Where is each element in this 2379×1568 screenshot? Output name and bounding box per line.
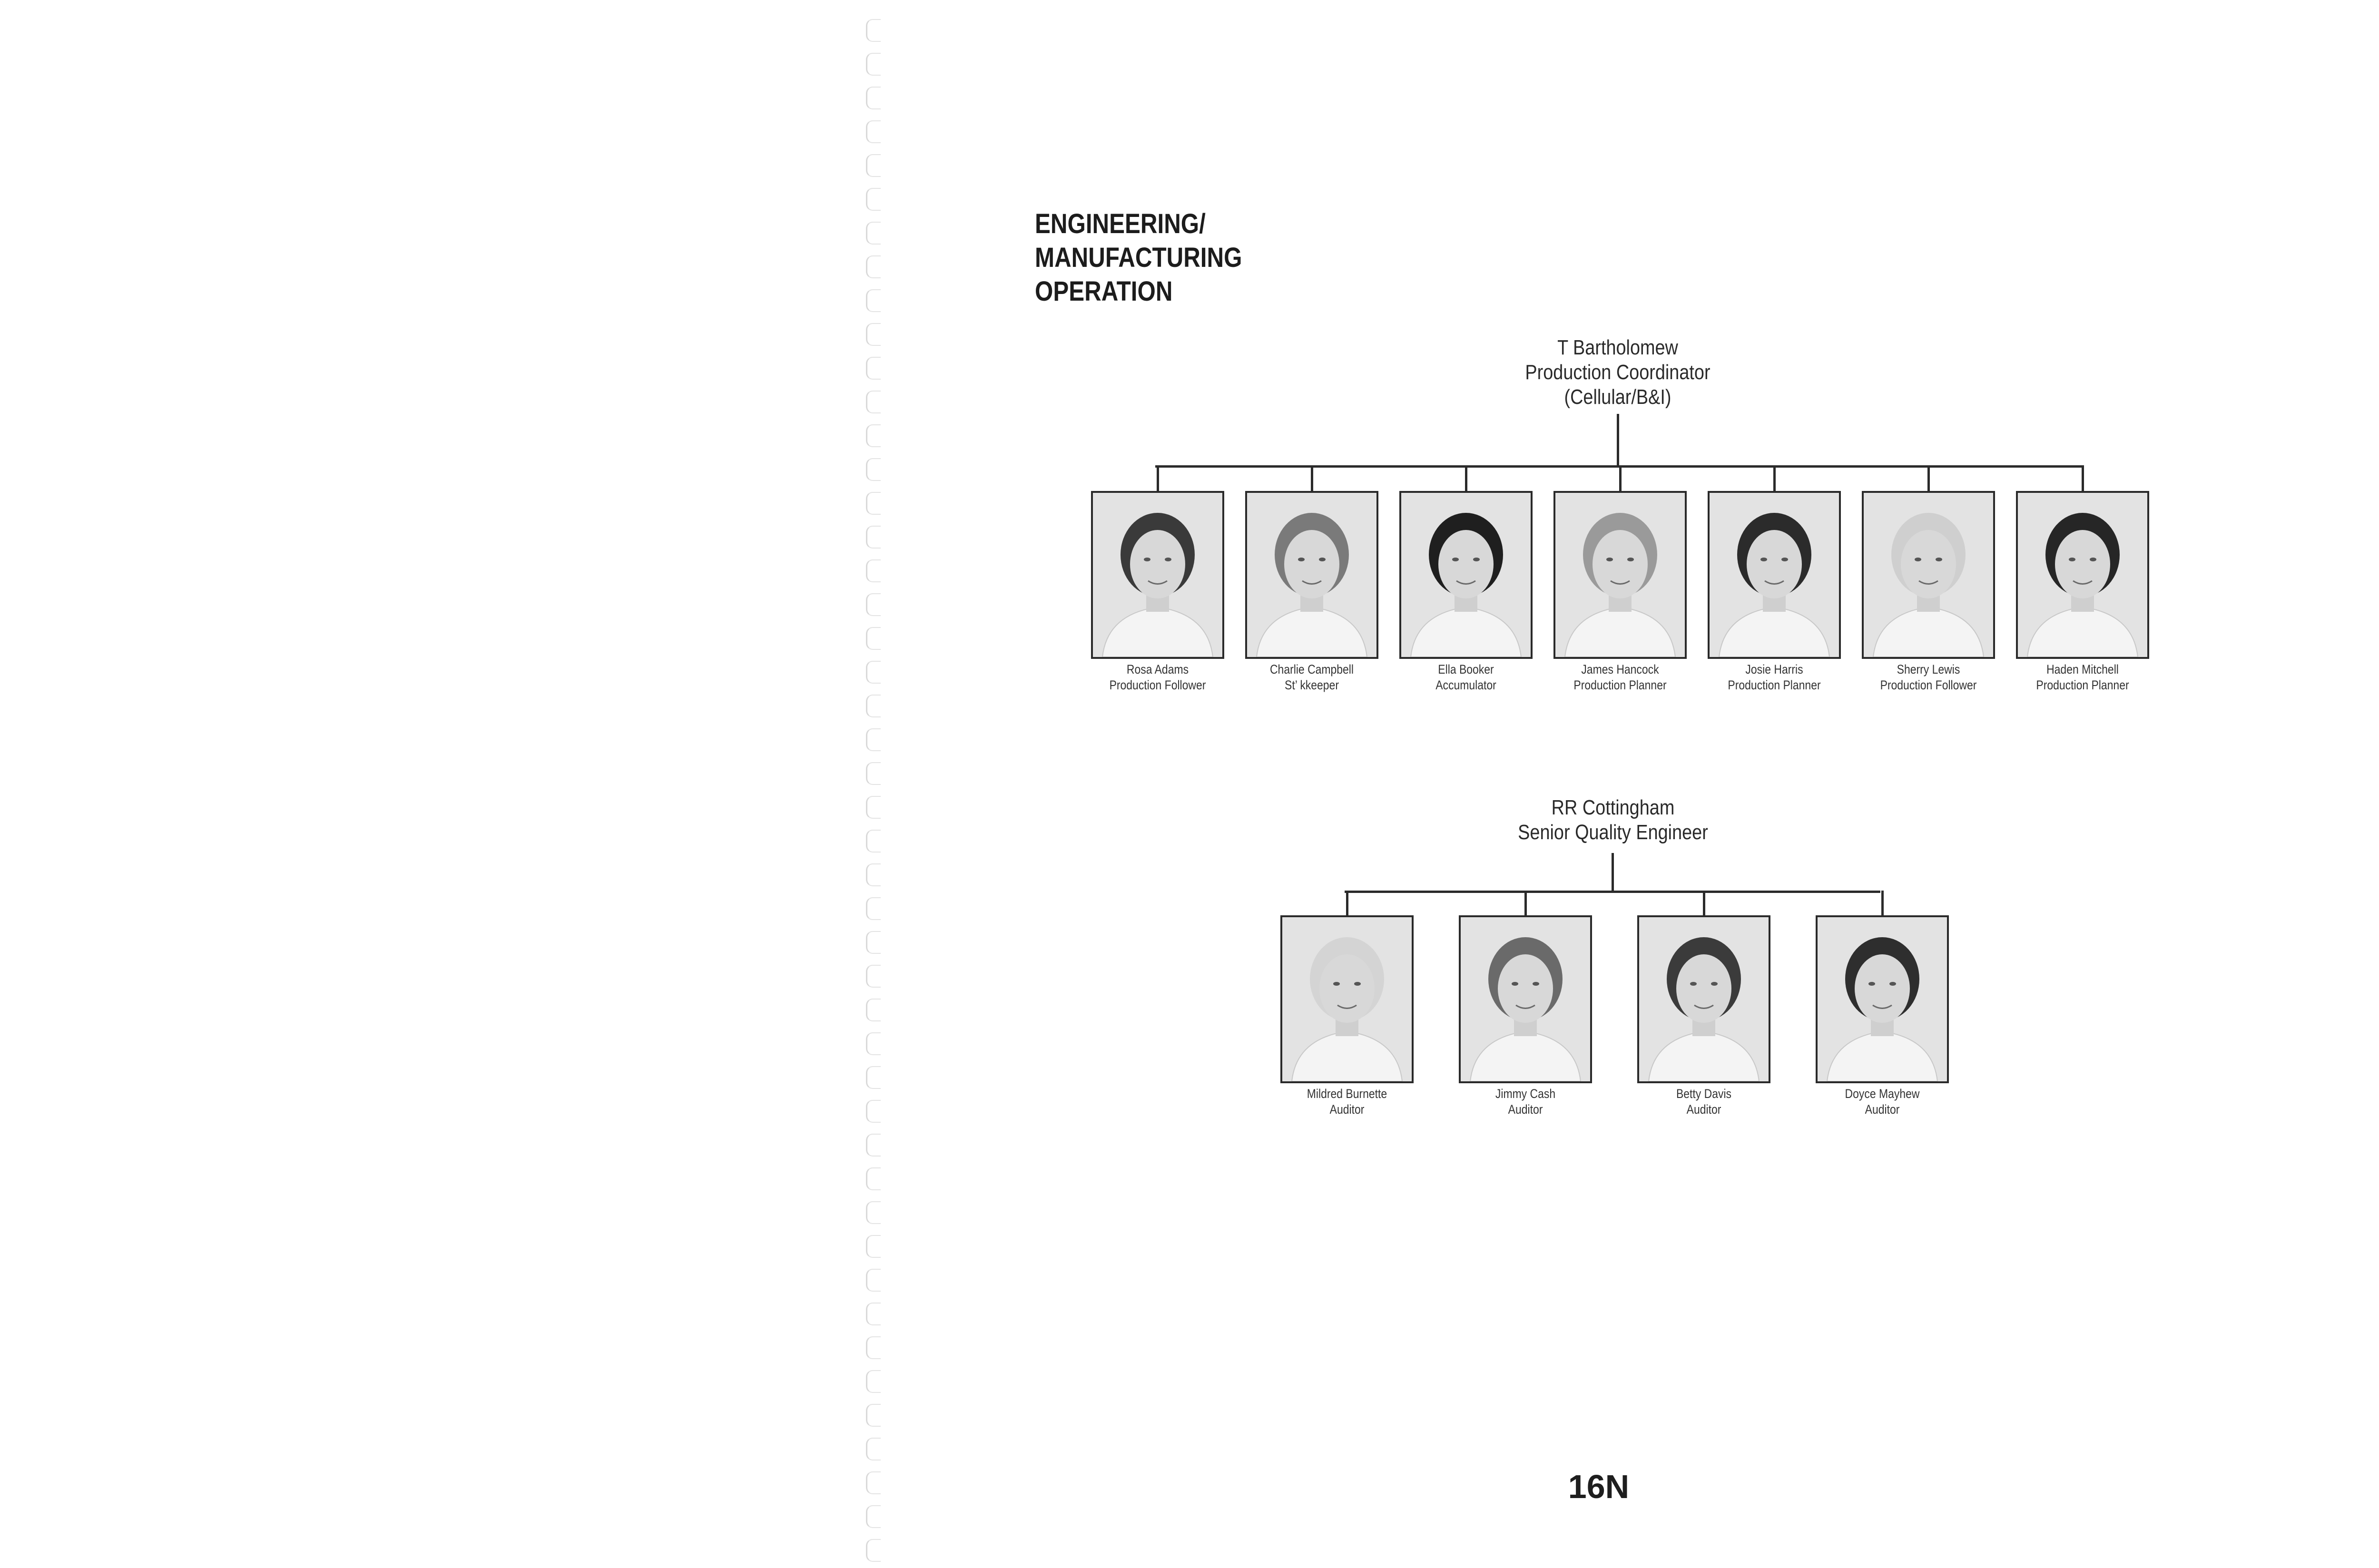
binding-ring bbox=[866, 222, 881, 245]
person-caption bbox=[1862, 662, 1996, 693]
person-card bbox=[2016, 491, 2149, 693]
binding-ring bbox=[866, 1167, 881, 1190]
person-name: Charlie Campbell bbox=[1269, 662, 1354, 676]
person-title: Accumulator bbox=[1435, 678, 1496, 692]
person-caption bbox=[1637, 1086, 1771, 1117]
person-photo bbox=[1553, 491, 1687, 659]
person-name: Sherry Lewis bbox=[1897, 662, 1960, 676]
binding-ring bbox=[866, 931, 881, 954]
binding-ring bbox=[866, 1134, 881, 1156]
section-title-line-1: ENGINEERING/ bbox=[1035, 208, 1206, 239]
person-title: Production Planner bbox=[1728, 678, 1821, 692]
group1-horizontal-bar bbox=[1155, 465, 2082, 468]
person-caption bbox=[2016, 662, 2150, 693]
group1-manager-subtitle: (Cellular/B&I) bbox=[1564, 385, 1671, 409]
binding-ring bbox=[866, 661, 881, 684]
portrait-image bbox=[2018, 493, 2147, 657]
binding-ring bbox=[866, 323, 881, 346]
binding-ring bbox=[866, 19, 881, 42]
person-caption bbox=[1091, 662, 1225, 693]
section-title-line-3: OPERATION bbox=[1035, 276, 1173, 307]
person-card bbox=[1553, 491, 1687, 693]
binding-ring bbox=[866, 1471, 881, 1494]
person-photo bbox=[1091, 491, 1224, 659]
portrait-image bbox=[1639, 917, 1769, 1081]
group2-drop-line bbox=[1703, 891, 1705, 916]
person-name: Ella Booker bbox=[1438, 662, 1494, 676]
person-photo bbox=[1399, 491, 1533, 659]
binding-ring bbox=[866, 188, 881, 211]
binding-ring bbox=[866, 1066, 881, 1089]
binding-ring bbox=[866, 424, 881, 447]
person-title: Auditor bbox=[1329, 1102, 1365, 1117]
binding-ring bbox=[866, 1370, 881, 1393]
portrait-image bbox=[1555, 493, 1685, 657]
group1-manager-name: T Bartholomew bbox=[1557, 336, 1678, 359]
group1-vertical-stem bbox=[1617, 414, 1619, 466]
person-title: Auditor bbox=[1686, 1102, 1721, 1117]
person-photo bbox=[1816, 915, 1949, 1083]
binding-ring bbox=[866, 1235, 881, 1258]
person-photo bbox=[1245, 491, 1378, 659]
binding-ring bbox=[866, 593, 881, 616]
portrait-image bbox=[1247, 493, 1376, 657]
person-photo bbox=[1862, 491, 1995, 659]
group1-drop-line bbox=[2082, 465, 2084, 492]
person-caption bbox=[1245, 662, 1379, 693]
person-name: Haden Mitchell bbox=[2046, 662, 2119, 676]
binding-ring bbox=[866, 255, 881, 278]
person-name: Doyce Mayhew bbox=[1845, 1087, 1920, 1101]
person-card bbox=[1708, 491, 1841, 693]
person-title: Production Planner bbox=[2036, 678, 2129, 692]
person-card bbox=[1091, 491, 1224, 693]
person-caption bbox=[1708, 662, 1841, 693]
portrait-image bbox=[1864, 493, 1993, 657]
binding-ring bbox=[866, 87, 881, 109]
person-name: James Hancock bbox=[1581, 662, 1659, 676]
portrait-image bbox=[1401, 493, 1531, 657]
binding-ring bbox=[866, 154, 881, 177]
section-title-line-2: MANUFACTURING bbox=[1035, 242, 1242, 273]
binding-ring bbox=[866, 1539, 881, 1562]
person-title: Auditor bbox=[1865, 1102, 1900, 1117]
group2-drop-line bbox=[1881, 891, 1884, 916]
person-card bbox=[1280, 915, 1414, 1117]
binding-ring bbox=[866, 289, 881, 312]
person-title: Auditor bbox=[1508, 1102, 1543, 1117]
spiral-binding bbox=[856, 0, 890, 1568]
group1-manager bbox=[1487, 335, 1749, 410]
binding-ring bbox=[866, 863, 881, 886]
binding-ring bbox=[866, 762, 881, 785]
group2-drop-line bbox=[1346, 891, 1348, 916]
person-card bbox=[1245, 491, 1378, 693]
person-name: Betty Davis bbox=[1676, 1087, 1732, 1101]
person-caption bbox=[1816, 1086, 1949, 1117]
portrait-image bbox=[1093, 493, 1222, 657]
binding-ring bbox=[866, 897, 881, 920]
person-title: Production Planner bbox=[1573, 678, 1667, 692]
person-name: Josie Harris bbox=[1745, 662, 1803, 676]
person-card bbox=[1637, 915, 1770, 1117]
binding-ring bbox=[866, 1438, 881, 1460]
portrait-image bbox=[1818, 917, 1947, 1081]
binding-ring bbox=[866, 559, 881, 582]
group1-manager-title: Production Coordinator bbox=[1525, 361, 1711, 384]
group1-drop-line bbox=[1157, 465, 1159, 492]
group2-manager-name: RR Cottingham bbox=[1551, 796, 1675, 819]
binding-ring bbox=[866, 965, 881, 988]
group1-drop-line bbox=[1927, 465, 1930, 492]
portrait-image bbox=[1710, 493, 1839, 657]
binding-ring bbox=[866, 1032, 881, 1055]
person-card bbox=[1816, 915, 1949, 1117]
person-card bbox=[1862, 491, 1995, 693]
person-card bbox=[1459, 915, 1592, 1117]
group1-drop-line bbox=[1465, 465, 1467, 492]
binding-ring bbox=[866, 1269, 881, 1292]
person-photo bbox=[1280, 915, 1414, 1083]
group1-drop-line bbox=[1619, 465, 1622, 492]
binding-ring bbox=[866, 695, 881, 717]
binding-ring bbox=[866, 120, 881, 143]
group2-drop-line bbox=[1524, 891, 1527, 916]
person-title: Production Follower bbox=[1109, 678, 1206, 692]
group2-vertical-stem bbox=[1612, 853, 1614, 891]
person-photo bbox=[1708, 491, 1841, 659]
section-title bbox=[1035, 207, 1245, 308]
person-title: St’ kkeeper bbox=[1285, 678, 1339, 692]
person-name: Mildred Burnette bbox=[1307, 1087, 1387, 1101]
binding-ring bbox=[866, 1100, 881, 1123]
binding-ring bbox=[866, 830, 881, 853]
person-caption bbox=[1399, 662, 1533, 693]
binding-ring bbox=[866, 492, 881, 515]
person-card bbox=[1399, 491, 1533, 693]
binding-ring bbox=[866, 627, 881, 650]
person-photo bbox=[1459, 915, 1592, 1083]
binding-ring bbox=[866, 1404, 881, 1427]
person-name: Rosa Adams bbox=[1126, 662, 1189, 676]
binding-ring bbox=[866, 458, 881, 481]
page-number: 16N bbox=[1568, 1468, 1630, 1505]
group1-drop-line bbox=[1311, 465, 1313, 492]
person-caption bbox=[1280, 1086, 1414, 1117]
group2-manager-title: Senior Quality Engineer bbox=[1518, 821, 1708, 844]
portrait-image bbox=[1282, 917, 1412, 1081]
person-title: Production Follower bbox=[1880, 678, 1977, 692]
group2-horizontal-bar bbox=[1345, 891, 1880, 893]
binding-ring bbox=[866, 526, 881, 549]
binding-ring bbox=[866, 728, 881, 751]
binding-ring bbox=[866, 391, 881, 413]
group2-manager bbox=[1478, 795, 1748, 845]
binding-ring bbox=[866, 1505, 881, 1528]
binding-ring bbox=[866, 999, 881, 1021]
person-caption bbox=[1459, 1086, 1593, 1117]
person-photo bbox=[1637, 915, 1770, 1083]
binding-ring bbox=[866, 1201, 881, 1224]
binding-ring bbox=[866, 53, 881, 76]
portrait-image bbox=[1461, 917, 1590, 1081]
binding-ring bbox=[866, 1336, 881, 1359]
binding-ring bbox=[866, 357, 881, 380]
binding-ring bbox=[866, 796, 881, 819]
group1-drop-line bbox=[1773, 465, 1776, 492]
person-name: Jimmy Cash bbox=[1495, 1087, 1556, 1101]
person-caption bbox=[1553, 662, 1687, 693]
person-photo bbox=[2016, 491, 2149, 659]
binding-ring bbox=[866, 1303, 881, 1325]
